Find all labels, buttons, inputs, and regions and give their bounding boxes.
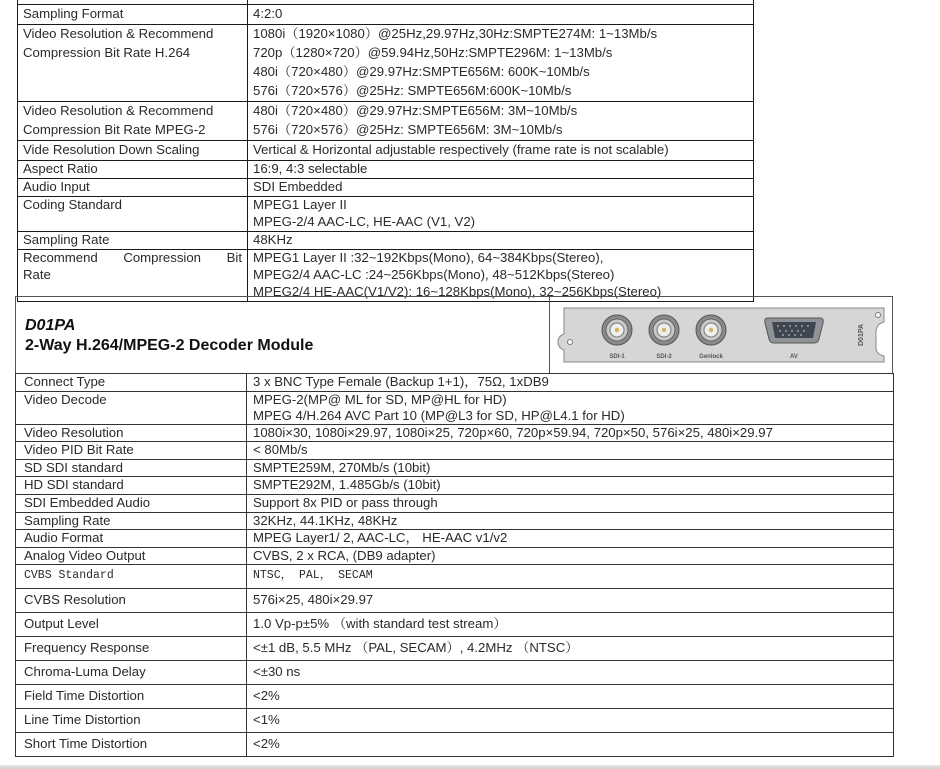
spec-key: Field Time Distortion — [16, 685, 247, 709]
spec-value: CVBS, 2 x RCA, (DB9 adapter) — [247, 547, 894, 565]
spec-key: Vide Resolution Down Scaling — [18, 141, 248, 161]
spec-value: 1080i（1920×1080）@25Hz,29.97Hz,30Hz:SMPTE274M: 1~13Mb/s 720p（1280×720）@59.94Hz,50Hz:SMPTE296M: 1~13Mb/s 480i（720×480）@29.97Hz:SMPTE656M: 600K~10Mb/s 576i（720×576）@25Hz: SMPTE656M:600K~10Mb/s — [248, 25, 754, 102]
spec-value: MPEG1 Layer II MPEG-2/4 AAC-LC, HE-AAC (V1, V2) — [248, 197, 754, 232]
spec-value: MPEG-2(MP@ ML for SD, MP@HL for HD) MPEG 4/H.264 AVC Part 10 (MP@L3 for SD, HP@L4.1 for HD) — [247, 391, 894, 424]
module-code: D01PA — [25, 317, 76, 334]
table-row — [16, 391, 894, 424]
bnc-connector-icon — [696, 315, 726, 345]
spec-key: Video PID Bit Rate — [16, 442, 247, 460]
port-label: AV — [790, 354, 798, 360]
spec-value: 48KHz — [248, 232, 754, 250]
port-label: Genlock — [699, 354, 723, 360]
spec-key: Video Resolution & Recommend Compression Bit Rate MPEG-2 — [18, 102, 248, 141]
page-bottom-edge — [0, 765, 940, 769]
table-row — [16, 613, 894, 637]
spec-value: 576i×25, 480i×29.97 — [247, 589, 894, 613]
screw-hole-icon — [568, 340, 573, 345]
rear-panel-illustration — [550, 296, 895, 374]
spec-value: 3 x BNC Type Female (Backup 1+1)，75Ω, 1xDB9 — [247, 374, 894, 392]
spec-key: HD SDI standard — [16, 477, 247, 495]
spec-key: Line Time Distortion — [16, 709, 247, 733]
spec-value: <±1 dB, 5.5 MHz （PAL, SECAM）, 4.2MHz （NTSC） — [247, 637, 894, 661]
spec-value: 1.0 Vp-p±5% （with standard test stream） — [247, 613, 894, 637]
spec-value: <1% — [247, 709, 894, 733]
spec-value: <±30 ns — [247, 661, 894, 685]
spec-key: Audio Format — [16, 530, 247, 548]
spec-value: NTSC， PAL， SECAM — [247, 565, 894, 589]
spec-key: Video Resolution — [16, 424, 247, 442]
table-row — [16, 565, 894, 589]
spec-value: 1080i×30, 1080i×29.97, 1080i×25, 720p×60, 720p×59.94, 720p×50, 576i×25, 480i×29.97 — [247, 424, 894, 442]
spec-value: 16:9, 4:3 selectable — [248, 161, 754, 179]
spec-key: Frequency Response — [16, 637, 247, 661]
spec-value: <2% — [247, 733, 894, 757]
table-row — [16, 547, 894, 565]
table-row — [18, 197, 754, 232]
spec-value: Vertical & Horizontal adjustable respectively (frame rate is not scalable) — [248, 141, 754, 161]
table-row — [16, 709, 894, 733]
spec-key: Audio Input — [18, 179, 248, 197]
spec-value: 32KHz, 44.1KHz, 48KHz — [247, 512, 894, 530]
table-row — [18, 250, 754, 302]
encoder-spec-table — [17, 0, 754, 302]
spec-value: 480i（720×480）@29.97Hz:SMPTE656M: 3M~10Mb/s 576i（720×576）@25Hz: SMPTE656M: 3M~10Mb/s — [248, 102, 754, 141]
spec-key: Video Resolution & Recommend Compression Bit Rate H.264 — [18, 25, 248, 102]
bnc-connector-icon — [602, 315, 632, 345]
table-row — [16, 374, 894, 392]
spec-key: Video Decode — [16, 391, 247, 424]
table-row — [16, 424, 894, 442]
spec-value: < 80Mb/s — [247, 442, 894, 460]
spec-key: Sampling Rate — [16, 512, 247, 530]
screw-hole-icon — [876, 313, 881, 318]
port-label: SDI-1 — [609, 354, 625, 360]
table-row — [16, 530, 894, 548]
spec-key: Coding Standard — [18, 197, 248, 232]
spec-value: SMPTE259M, 270Mb/s (10bit) — [247, 459, 894, 477]
spec-value: SDI Embedded — [248, 179, 754, 197]
spec-key: Sampling Rate — [18, 232, 248, 250]
spec-key: Chroma-Luma Delay — [16, 661, 247, 685]
module-panel-image — [549, 296, 894, 374]
table-row — [16, 512, 894, 530]
db-connector-icon — [765, 318, 823, 343]
bnc-connector-icon — [649, 315, 679, 345]
port-label: SDI-2 — [656, 354, 672, 360]
spec-key: Aspect Ratio — [18, 161, 248, 179]
spec-value: <2% — [247, 685, 894, 709]
spec-key: Connect Type — [16, 374, 247, 392]
table-row — [16, 637, 894, 661]
table-row — [18, 141, 754, 161]
module-title: 2-Way H.264/MPEG-2 Decoder Module — [25, 337, 314, 354]
spec-key: Recommend Compression Bit Rate — [18, 250, 248, 302]
spec-key: SD SDI standard — [16, 459, 247, 477]
spec-key: Analog Video Output — [16, 547, 247, 565]
spec-value: SMPTE292M, 1.485Gb/s (10bit) — [247, 477, 894, 495]
spec-key: CVBS Standard — [16, 565, 247, 589]
spec-key: Sampling Format — [18, 5, 248, 25]
table-row — [16, 477, 894, 495]
table-row — [18, 232, 754, 250]
table-row — [16, 442, 894, 460]
spec-value: Support 8x PID or pass through — [247, 494, 894, 512]
table-row — [16, 661, 894, 685]
table-row — [16, 733, 894, 757]
spec-value: MPEG Layer1/ 2, AAC-LC， HE-AAC v1/v2 — [247, 530, 894, 548]
decoder-spec-table — [15, 373, 894, 757]
table-row — [18, 102, 754, 141]
table-row — [18, 179, 754, 197]
spec-value: 4:2:0 — [248, 5, 754, 25]
table-row — [18, 161, 754, 179]
spec-key: SDI Embedded Audio — [16, 494, 247, 512]
spec-value: MPEG1 Layer II :32~192Kbps(Mono), 64~384Kbps(Stereo), MPEG2/4 AAC-LC :24~256Kbps(Mono), 48~512Kbps(Stereo) MPEG2/4 HE-AAC(V1/V2): 16~128Kbps(Mono), 32~256Kbps(Stereo) — [248, 250, 754, 302]
table-row — [16, 589, 894, 613]
spec-key: CVBS Resolution — [16, 589, 247, 613]
spec-key: Short Time Distortion — [16, 733, 247, 757]
table-row — [16, 459, 894, 477]
table-row — [16, 685, 894, 709]
module-header — [15, 296, 893, 374]
panel-side-label: D01PA — [858, 323, 865, 346]
spec-key: Output Level — [16, 613, 247, 637]
table-row — [18, 5, 754, 25]
table-row — [16, 494, 894, 512]
table-row — [18, 25, 754, 102]
